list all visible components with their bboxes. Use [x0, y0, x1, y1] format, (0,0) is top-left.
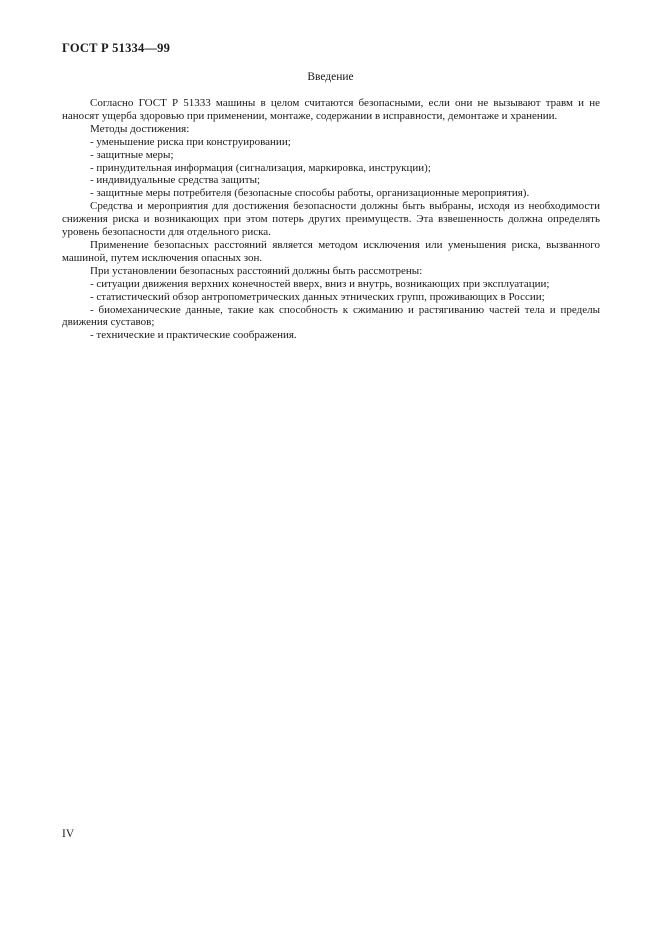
- paragraph-intro: Согласно ГОСТ Р 51333 машины в целом считаются безопасными, если они не вызывают травм и не наносят ущерба здоровью при применении, монтаже, содержании в исправности, демонтаже и хранении.: [62, 97, 600, 122]
- body-text: [62, 97, 600, 342]
- paragraph-safe-distances: Применение безопасных расстояний является методом исключения или уменьшения риска, вызванного машиной, путем исключения опасных зон.: [62, 238, 600, 264]
- paragraph-considerations-heading: При установлении безопасных расстояний должны быть рассмотрены:: [90, 264, 423, 277]
- list-item: - ситуации движения верхних конечностей вверх, вниз и внутрь, возникающих при эксплуатации;: [90, 277, 550, 290]
- paragraph-means: Средства и мероприятия для достижения безопасности должны быть выбраны, исходя из необходимости снижения риска и возникающих при этом потерь других преимуществ. Эта взвешенность должна определять уровень безопасности для отдельного риска.: [62, 200, 600, 239]
- document-code-header: ГОСТ Р 51334—99: [62, 41, 171, 55]
- list-item: - принудительная информация (сигнализация, маркировка, инструкции);: [90, 161, 431, 174]
- page-number: IV: [62, 828, 75, 840]
- list-item: - индивидуальные средства защиты;: [90, 174, 261, 187]
- section-title: Введение: [307, 71, 354, 83]
- list-item: - уменьшение риска при конструировании;: [90, 135, 291, 148]
- list-item: - защитные меры;: [90, 148, 174, 161]
- list-item: - технические и практические соображения.: [90, 329, 297, 342]
- paragraph-methods-heading: Методы достижения:: [90, 122, 190, 135]
- list-item: - биомеханические данные, такие как способность к сжиманию и растягиванию частей тела и пределы движения суставов;: [62, 303, 600, 329]
- list-item: - защитные меры потребителя (безопасные способы работы, организационные мероприятия).: [90, 187, 530, 200]
- list-item: - статистический обзор антропометрических данных этнических групп, проживающих в России;: [90, 290, 545, 303]
